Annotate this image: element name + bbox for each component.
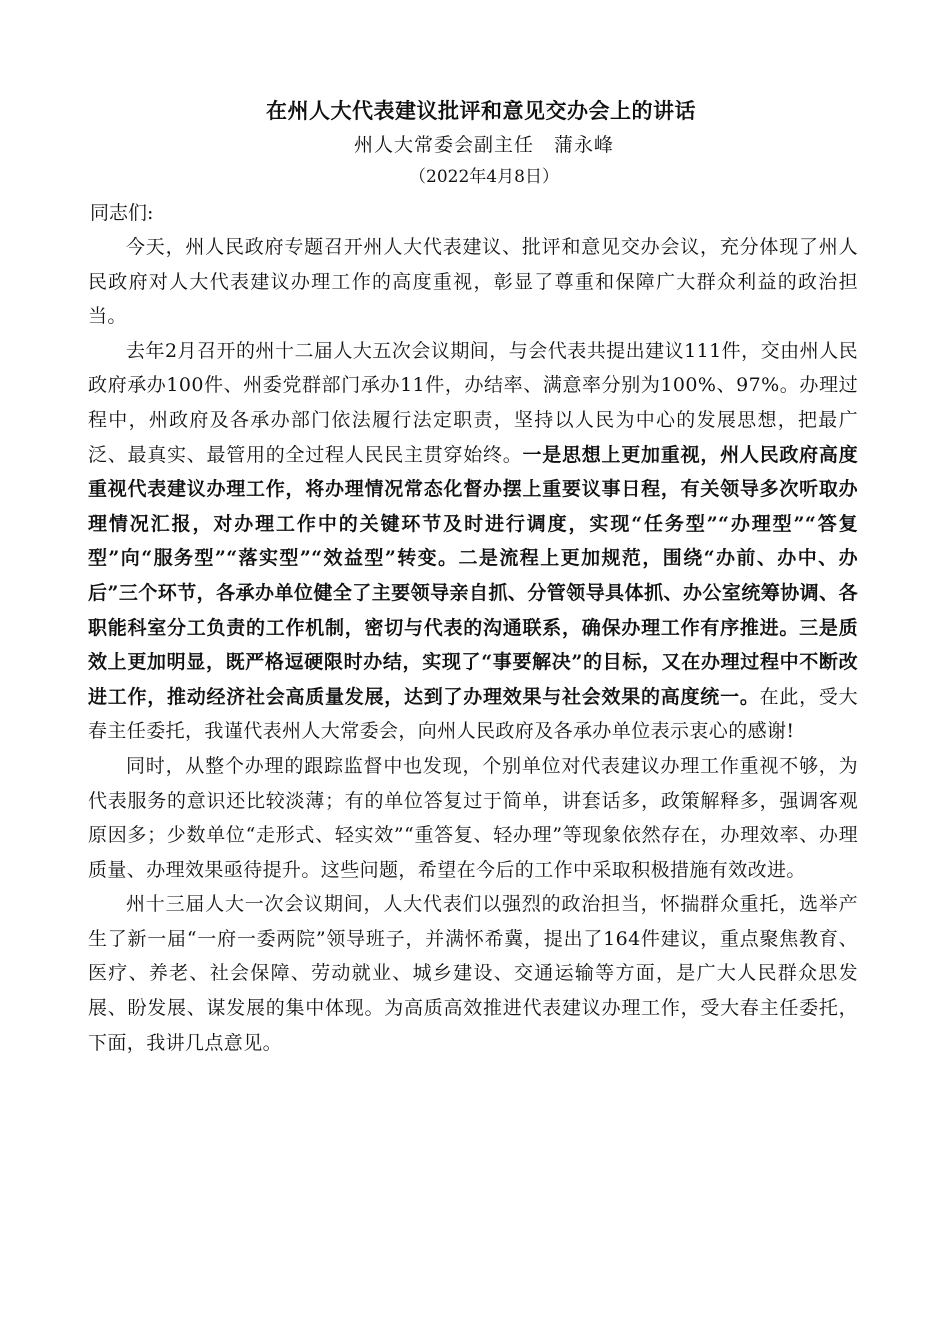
salutation: 同志们: xyxy=(90,202,154,224)
paragraph-2-intro: 去年2月召开的州十二届人大五次会议期间，与会代表共提出建议111件，交由州人民政府承办100件、州委党群部门承办11件，办结率、满意率分别为100%、97%。办理过程中，州政府及各承办部门依法履行法定职责，坚持以人民为中心的发展思想，把最广泛、最真实、最管用的全过程人民民主贯穿始终。 xyxy=(88,339,858,466)
paragraph-2-closing: 在此，受大春主任委托，我谨代表州人大常委会，向州人民政府及各承办单位表示衷心的感谢! xyxy=(88,685,858,743)
speech-date: （2022年4月8日） xyxy=(409,167,559,187)
paragraph-2-bold-points: 一是思想上更加重视，州人民政府高度重视代表建议办理工作，将办理情况常态化督办摆上重要议事日程，有关领导多次听取办理情况汇报，对办理工作中的关键环节及时进行调度，实现“任务型”“办理型”“答复型”向“服务型”“落实型”“效益型”转变。二是流程上更加规范，围绕“办前、办中、办后”三个环节，各承办单位健全了主要领导亲自抓、分管领导具体抓、办公室统筹协调、各职能科室分工负责的工作机制，密切与代表的沟通联系，确保办理工作有序推进。三是质效上更加明显，既严格逗硬限时办结，实现了“事要解决”的目标，又在办理过程中不断改进工作，推动经济社会高质量发展，达到了办理效果与社会效果的高度统一。 xyxy=(88,443,858,708)
paragraph-1: 今天，州人民政府专题召开州人大代表建议、批评和意见交办会议，充分体现了州人民政府对人大代表建议办理工作的高度重视，彰显了尊重和保障广大群众利益的政治担当。 xyxy=(88,236,858,328)
paragraph-4: 州十三届人大一次会议期间，人大代表们以强烈的政治担当，怀揣群众重托，选举产生了新一届“一府一委两院”领导班子，并满怀希冀，提出了164件建议，重点聚焦教育、医疗、养老、社会保障、劳动就业、城乡建设、交通运输等方面，是广大人民群众思发展、盼发展、谋发展的集中体现。为高质高效推进代表建议办理工作，受大春主任委托，下面，我讲几点意见。 xyxy=(88,893,858,1054)
paragraph-2 xyxy=(88,334,858,749)
paragraph-3: 同时，从整个办理的跟踪监督中也发现，个别单位对代表建议办理工作重视不够，为代表服务的意识还比较淡薄；有的单位答复过于简单，讲套话多，政策解释多，强调客观原因多；少数单位“走形式、轻实效”“重答复、轻办理”等现象依然存在，办理效率、办理质量、办理效果亟待提升。这些问题，希望在今后的工作中采取积极措施有效改进。 xyxy=(88,754,858,881)
author-line: 州人大常委会副主任 蒲永峰 xyxy=(353,134,614,156)
document-title: 在州人大代表建议批评和意见交办会上的讲话 xyxy=(266,98,696,123)
